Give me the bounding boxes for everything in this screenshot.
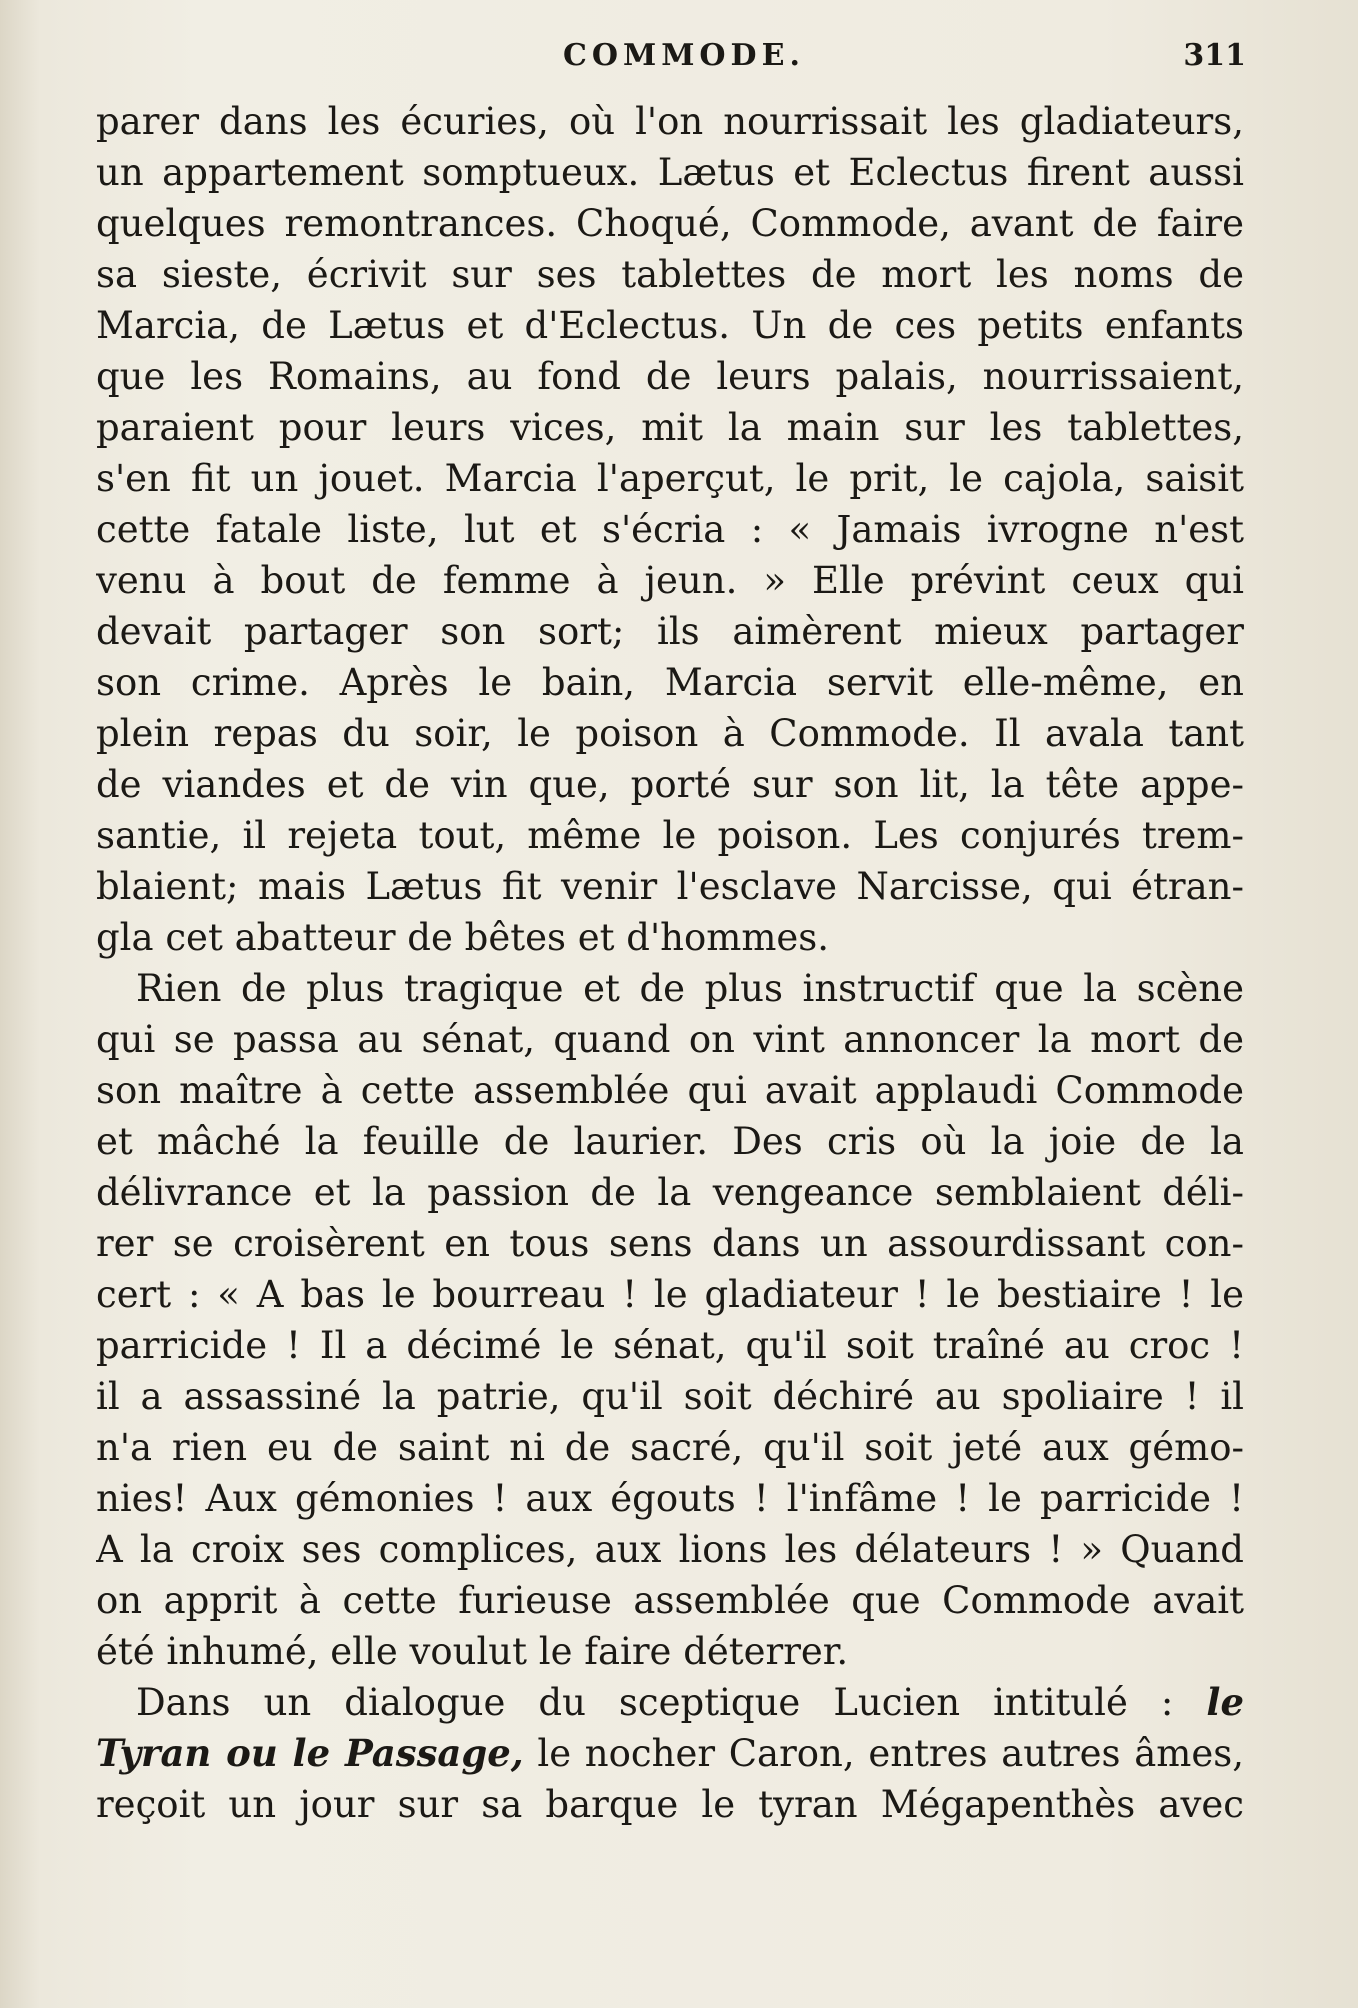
text-line: santie, il rejeta tout, même le poison. Les conjurés trem- [96, 814, 1244, 857]
text-line: son crime. Après le bain, Marcia servit elle-même, en [96, 661, 1244, 704]
text-line: plein repas du soir, le poison à Commode. Il avala tant [96, 712, 1244, 755]
running-head: COMMODE. [563, 38, 805, 73]
text-line: un appartement somptueux. Lætus et Eclectus firent aussi [96, 151, 1244, 194]
text-line: nies! Aux gémonies ! aux égouts ! l'infâme ! le parricide ! [96, 1477, 1244, 1520]
text-line: n'a rien eu de saint ni de sacré, qu'il soit jeté aux gémo- [96, 1426, 1244, 1469]
page-header [0, 38, 1358, 82]
paragraph-2 [96, 963, 1244, 1677]
text-line: délivrance et la passion de la vengeance semblaient déli- [96, 1171, 1244, 1214]
text-line: qui se passa au sénat, quand on vint annoncer la mort de [96, 1018, 1244, 1061]
text-line: devait partager son sort; ils aimèrent mieux partager [96, 610, 1244, 653]
text-line: et mâché la feuille de laurier. Des cris où la joie de la [96, 1120, 1244, 1163]
text-line: de viandes et de vin que, porté sur son lit, la tête appe- [96, 763, 1244, 806]
body-text [96, 96, 1244, 1830]
text-line: cette fatale liste, lut et s'écria : « Jamais ivrogne n'est [96, 508, 1244, 551]
line-text: Dans un dialogue du sceptique Lucien intitulé : [136, 1681, 1207, 1724]
page-number: 311 [1183, 38, 1246, 73]
text-line: été inhumé, elle voulut le faire déterrer. [96, 1630, 849, 1673]
text-line: que les Romains, au fond de leurs palais, nourrissaient, [96, 355, 1244, 398]
italic-title-text: Tyran ou le Passage, [96, 1731, 524, 1775]
text-line: parricide ! Il a décimé le sénat, qu'il soit traîné au croc ! [96, 1324, 1244, 1367]
paragraph-1 [96, 96, 1244, 963]
text-line: quelques remontrances. Choqué, Commode, avant de faire [96, 202, 1244, 245]
text-line: paraient pour leurs vices, mit la main sur les tablettes, [96, 406, 1244, 449]
text-line: son maître à cette assemblée qui avait applaudi Commode [96, 1069, 1244, 1112]
text-line: sa sieste, écrivit sur ses tablettes de mort les noms de [96, 253, 1244, 296]
text-line: parer dans les écuries, où l'on nourrissait les gladiateurs, [96, 100, 1244, 143]
text-line: on apprit à cette furieuse assemblée que Commode avait [96, 1579, 1244, 1622]
text-line [96, 1677, 1244, 1728]
text-line: s'en fit un jouet. Marcia l'aperçut, le prit, le cajola, saisit [96, 457, 1244, 500]
text-line [96, 1728, 1244, 1779]
text-line: Marcia, de Lætus et d'Eclectus. Un de ces petits enfants [96, 304, 1244, 347]
text-line: blaient; mais Lætus fit venir l'esclave Narcisse, qui étran- [96, 865, 1244, 908]
text-line: A la croix ses complices, aux lions les délateurs ! » Quand [96, 1528, 1244, 1571]
text-line: rer se croisèrent en tous sens dans un assourdissant con- [96, 1222, 1244, 1265]
line-text: le nocher Caron, entres autres âmes, [523, 1732, 1244, 1775]
text-line: il a assassiné la patrie, qu'il soit déchiré au spoliaire ! il [96, 1375, 1244, 1418]
text-line: venu à bout de femme à jeun. » Elle prévint ceux qui [96, 559, 1244, 602]
text-line: cert : « A bas le bourreau ! le gladiateur ! le bestiaire ! le [96, 1273, 1244, 1316]
text-line: reçoit un jour sur sa barque le tyran Mégapenthès avec [96, 1783, 1244, 1826]
text-line: Rien de plus tragique et de plus instructif que la scène [136, 967, 1244, 1010]
italic-title-text: le [1206, 1680, 1244, 1724]
text-line: gla cet abatteur de bêtes et d'hommes. [96, 916, 830, 959]
paragraph-3 [96, 1677, 1244, 1830]
